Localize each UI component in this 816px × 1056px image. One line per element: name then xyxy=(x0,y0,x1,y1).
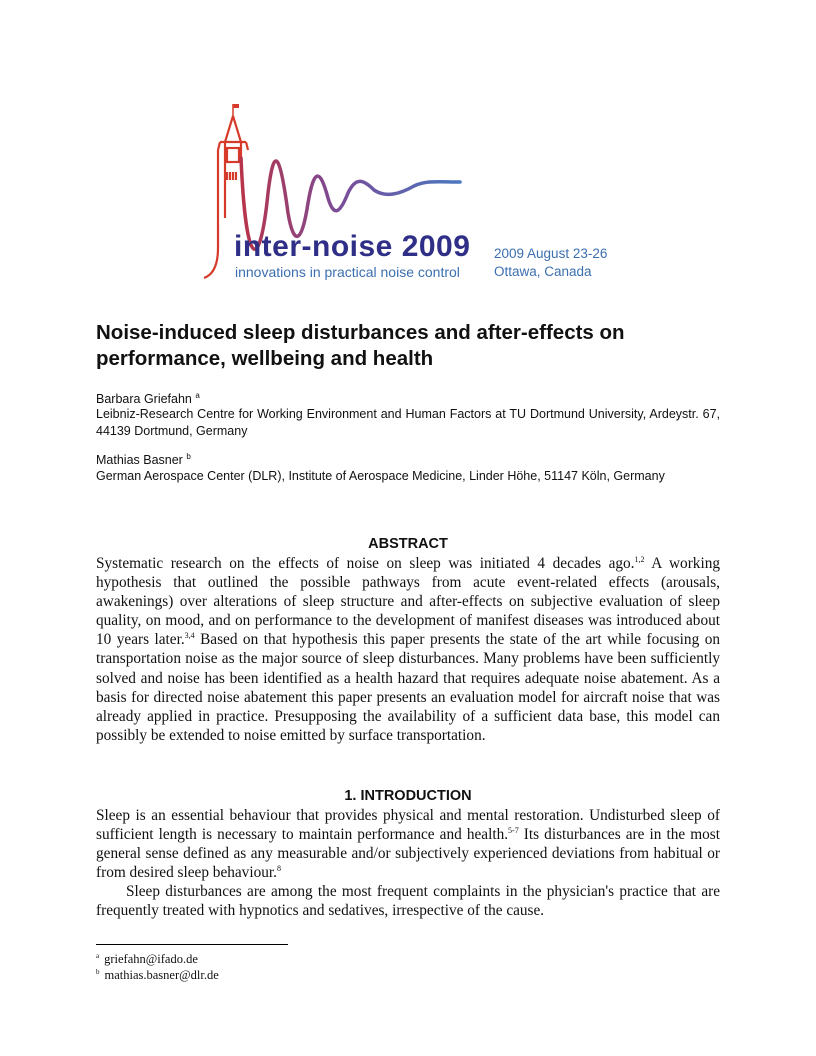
citation: 5-7 xyxy=(508,826,519,835)
footnote-divider xyxy=(96,944,288,945)
conference-date: 2009 August 23-26 xyxy=(494,246,608,261)
footnote-b: $^b$ mathias.basner@dlr.de xyxy=(96,967,219,982)
conference-logo-tagline: innovations in practical noise control xyxy=(235,264,460,280)
citation: 8 xyxy=(276,864,281,874)
citation: 1,2 xyxy=(634,554,645,564)
citation: 3,4 xyxy=(184,631,195,641)
abstract-heading: ABSTRACT xyxy=(368,536,448,552)
author-name-1: Barbara Griefahn $^a$ xyxy=(96,390,200,406)
paper-title: Noise-induced sleep disturbances and after-effects on performance, wellbeing and health xyxy=(96,321,625,370)
author-mark-1: a xyxy=(195,390,200,400)
author-mark-2: b xyxy=(186,451,191,461)
conference-logo-name: inter-noise 2009 xyxy=(234,230,471,263)
footnote-email-1[interactable]: griefahn@ifado.de xyxy=(104,952,198,966)
author-affiliation-1: Leibniz-Research Centre for Working Environment and Human Factors at TU Dortmund University, Ardeystr. 67, 44139 Dortmund, Germany xyxy=(96,407,720,438)
introduction-heading: 1. INTRODUCTION xyxy=(344,788,472,804)
introduction-paragraph-2: Sleep disturbances are among the most frequent complaints in the physician's practice that are frequently treated with hypnotics and sedatives, irrespective of the cause. xyxy=(96,883,720,920)
author-affiliation-2: German Aerospace Center (DLR), Institute of Aerospace Medicine, Linder Höhe, 51147 Köln, Germany xyxy=(96,469,665,483)
footnote-email-2[interactable]: mathias.basner@dlr.de xyxy=(104,968,219,982)
tower-flag-icon xyxy=(233,104,239,116)
introduction-body: Sleep is an essential behaviour that provides physical and mental restoration. Undisturbed sleep of sufficient length is necessary to maintain performance and health.$^{5-7}$ Its disturbances are in the most general sense defined as any measurable and/or subjectively experienced deviations from habitual or from desired sleep behaviour.$^8$ Sleep disturbances are among the most frequent complaints in the physician's practice that are frequently treated with hypnotics and sedatives, irrespective of the cause. xyxy=(96,807,720,920)
abstract-body: Systematic research on the effects of noise on sleep was initiated 4 decades ago.$^{1,2}$ A working hypothesis that outlined the possible pathways from acute event-related effects (arousals, awakenings) over alterations of sleep structure and after-effects on subjective evaluation of sleep quality, on mood, and on performance to the development of manifest diseases was introduced about 10 years later.$^{3,4}$ Based on that hypothesis this paper presents the state of the art while focusing on transportation noise as the major source of sleep disturbances. Many problems have been sufficiently solved and noise has been identified as a health hazard that requires adequate noise abatement. As a basis for directed noise abatement this paper presents an evaluation model for aircraft noise that was already applied in practice. Presupposing the availability of a sufficient data base, this model can possibly be extended to noise emitted by surface transportation. xyxy=(96,554,720,744)
footnote-a: $^a$ griefahn@ifado.de xyxy=(96,951,198,966)
conference-location: Ottawa, Canada xyxy=(494,264,592,279)
author-name-2: Mathias Basner $^b$ xyxy=(96,451,191,467)
